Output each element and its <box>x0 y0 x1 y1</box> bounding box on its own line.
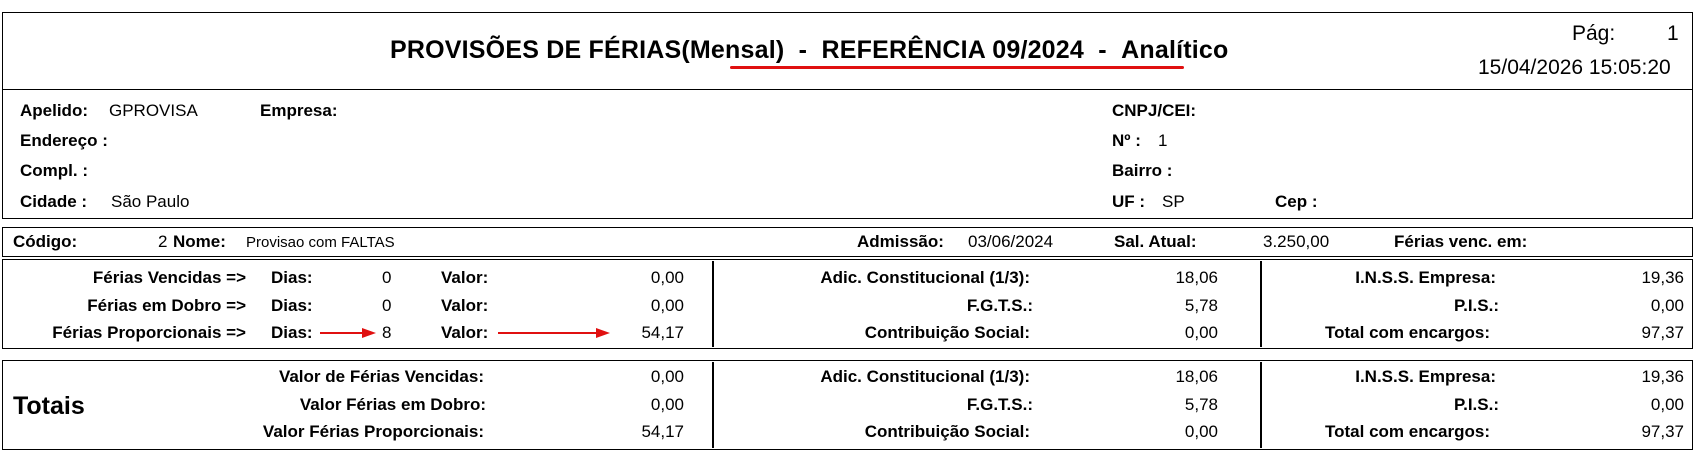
uf-value: SP <box>1162 192 1185 211</box>
totals-left-value: 0,00 <box>650 367 684 386</box>
inss-empresa-value: 19,36 <box>1641 268 1684 287</box>
apelido-value: GPROVISA <box>109 101 198 120</box>
title-separator: - <box>798 36 808 64</box>
dias-label: Dias: <box>271 296 313 315</box>
cidade-value: São Paulo <box>111 192 190 211</box>
report-datetime: 15/04/2026 15:05:20 <box>1478 56 1671 79</box>
totals-left-value: 54,17 <box>641 422 684 441</box>
totals-title: Totais <box>13 392 85 420</box>
page-number: 1 <box>1667 22 1679 45</box>
column-divider <box>712 261 714 347</box>
title-separator: - <box>1098 36 1107 64</box>
salario-label: Sal. Atual: <box>1114 232 1197 251</box>
adic-constitucional-label: Adic. Constitucional (1/3): <box>820 367 1030 386</box>
endereco-label: Endereço : <box>20 131 108 150</box>
valor-value: 0,00 <box>650 268 684 287</box>
apelido-label: Apelido: <box>20 101 88 120</box>
fgts-value: 5,78 <box>1184 296 1218 315</box>
inss-empresa-value: 19,36 <box>1641 367 1684 386</box>
codigo-label: Código: <box>13 232 78 251</box>
column-divider <box>712 362 714 448</box>
totals-left-value: 0,00 <box>650 395 684 414</box>
annotation-underline <box>730 66 1184 69</box>
totals-left-label: Valor Férias Proporcionais: <box>262 422 484 441</box>
fgts-label: F.G.T.S.: <box>966 296 1033 315</box>
valor-label: Valor: <box>441 268 489 287</box>
totals-left-label: Valor de Férias Vencidas: <box>278 367 484 386</box>
total-encargos-value: 97,37 <box>1641 323 1684 342</box>
total-encargos-label: Total com encargos: <box>1325 323 1490 342</box>
pis-label: P.I.S.: <box>1453 296 1499 315</box>
nome-label: Nome: <box>173 232 226 251</box>
totals-left-label: Valor Férias em Dobro: <box>299 395 486 414</box>
report-title <box>390 36 1229 65</box>
inss-empresa-label: I.N.S.S. Empresa: <box>1355 367 1496 386</box>
title-reference: REFERÊNCIA 09/2024 <box>821 36 1084 64</box>
salario-value: 3.250,00 <box>1263 232 1330 251</box>
dias-value: 0 <box>382 296 392 315</box>
page-label: Pág: <box>1572 22 1616 45</box>
adic-constitucional-value: 18,06 <box>1175 367 1218 386</box>
annotation-arrow-head <box>362 328 376 338</box>
column-divider <box>1260 261 1262 347</box>
column-divider <box>1260 362 1262 448</box>
annotation-arrow <box>320 332 364 334</box>
valor-label: Valor: <box>441 323 489 342</box>
adic-constitucional-value: 18,06 <box>1175 268 1218 287</box>
valor-label: Valor: <box>441 296 489 315</box>
dias-label: Dias: <box>271 323 313 342</box>
dias-value: 0 <box>382 268 392 287</box>
numero-value: 1 <box>1158 131 1168 150</box>
cnpj-label: CNPJ/CEI: <box>1112 101 1197 120</box>
annotation-arrow <box>498 332 598 334</box>
contribuicao-social-label: Contribuição Social: <box>864 323 1030 342</box>
cep-label: Cep : <box>1275 192 1318 211</box>
contribuicao-social-value: 0,00 <box>1184 323 1218 342</box>
total-encargos-value: 97,37 <box>1641 422 1684 441</box>
detail-row-label: Férias em Dobro => <box>87 296 246 315</box>
adic-constitucional-label: Adic. Constitucional (1/3): <box>820 268 1030 287</box>
numero-label: Nº : <box>1112 131 1141 150</box>
annotation-arrow-head <box>596 328 610 338</box>
compl-label: Compl. : <box>20 161 88 180</box>
valor-value: 0,00 <box>650 296 684 315</box>
admissao-value: 03/06/2024 <box>968 232 1054 251</box>
uf-label: UF : <box>1112 192 1146 211</box>
admissao-label: Admissão: <box>857 232 944 251</box>
fgts-value: 5,78 <box>1184 395 1218 414</box>
valor-value: 54,17 <box>641 323 684 342</box>
title-prefix: PROVISÕES DE FÉRIAS( <box>390 36 690 64</box>
detail-row-label: Férias Vencidas => <box>92 268 246 287</box>
empresa-label: Empresa: <box>260 101 338 120</box>
title-mensal: Mensal) <box>689 36 785 64</box>
ferias-venc-label: Férias venc. em: <box>1394 232 1528 251</box>
fgts-label: F.G.T.S.: <box>966 395 1033 414</box>
nome-value: Provisao com FALTAS <box>246 234 395 251</box>
bairro-label: Bairro : <box>1112 161 1173 180</box>
dias-value: 8 <box>382 323 392 342</box>
dias-label: Dias: <box>271 268 313 287</box>
pis-value: 0,00 <box>1650 296 1684 315</box>
pis-value: 0,00 <box>1650 395 1684 414</box>
contribuicao-social-value: 0,00 <box>1184 422 1218 441</box>
cidade-label: Cidade : <box>20 192 88 211</box>
title-suffix: Analítico <box>1121 36 1229 64</box>
inss-empresa-label: I.N.S.S. Empresa: <box>1355 268 1496 287</box>
codigo-value: 2 <box>158 232 168 251</box>
detail-row-label: Férias Proporcionais => <box>52 323 246 342</box>
total-encargos-label: Total com encargos: <box>1325 422 1490 441</box>
pis-label: P.I.S.: <box>1453 395 1499 414</box>
contribuicao-social-label: Contribuição Social: <box>864 422 1030 441</box>
company-section <box>2 89 1693 219</box>
